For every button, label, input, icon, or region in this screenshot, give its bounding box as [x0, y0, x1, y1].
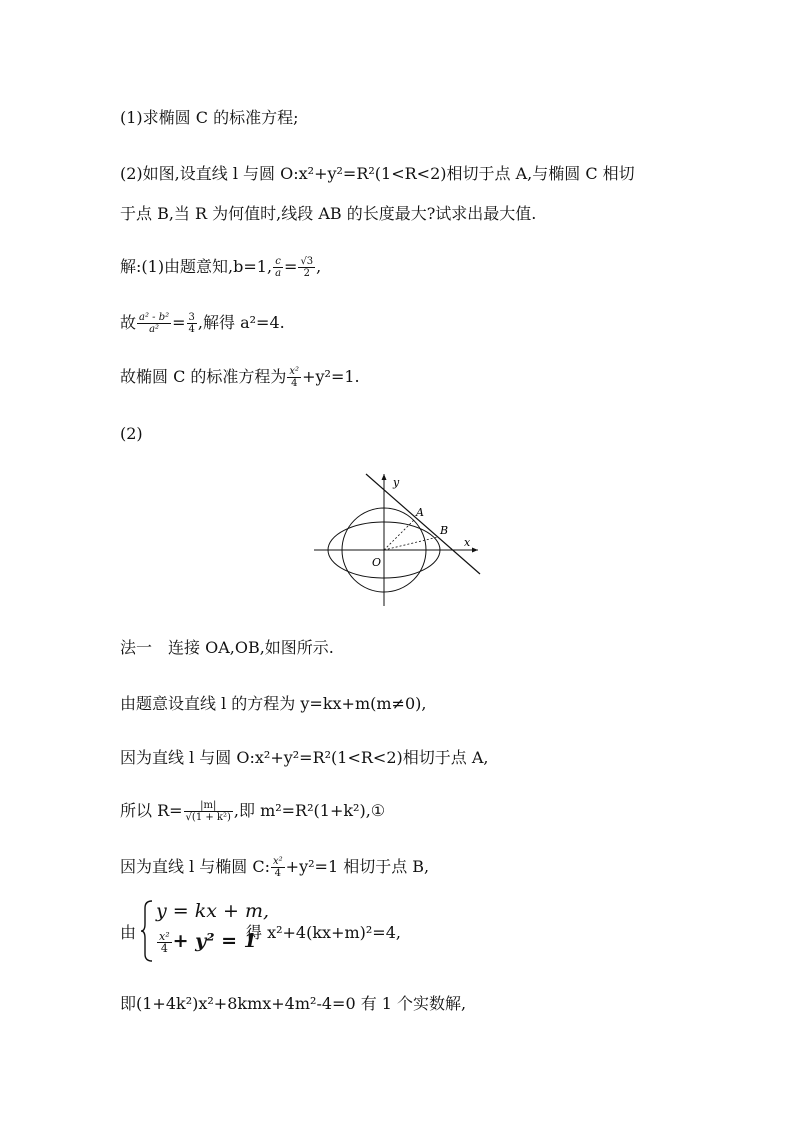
system-equation-2: $\frac{\text{x²}}{4}$ + y² = 1 [159, 930, 257, 955]
fraction-c-over-a: $\frac{c}{a}$ [275, 256, 282, 279]
solution-line-3: 故椭圆 C 的标准方程为 $\frac{\text{x²}}{4}$ +y²=1. [120, 366, 360, 389]
system-result: 得 x²+4(kx+m)²=4, [246, 923, 401, 942]
y-axis-arrow [382, 474, 387, 480]
fraction-3-over-4: $\frac{3}{4}$ [188, 312, 195, 335]
equation-system [120, 898, 460, 962]
label-b: B [440, 524, 449, 537]
method-1-line-2: 由题意设直线 l 的方程为 y=kx+m(m≠0), [120, 694, 427, 713]
fraction-root3-over-2: $\frac{√3}{2}$ [300, 256, 314, 279]
method-1-line-1: 法一 连接 OA,OB,如图所示. [120, 638, 334, 657]
fraction-m-over-root: $\frac{|m|}{\text{√(1 + k²)}}$ [185, 800, 231, 823]
method-1-line-5: 因为直线 l 与椭圆 C: $\frac{\text{x²}}{4}$ +y²=1 相切于点 B, [120, 856, 430, 879]
left-brace [140, 900, 154, 962]
method-1-line-3: 因为直线 l 与圆 O:x²+y²=R²(1<R<2)相切于点 A, [120, 748, 489, 767]
solution-1-text: 解:(1)由题意知,b=1, [120, 257, 273, 276]
tangent-line-l [366, 474, 480, 574]
x-axis-arrow [472, 548, 478, 553]
fraction-x2-over-4-b: $\frac{\text{x²}}{4}$ [273, 856, 283, 879]
diagram-svg [300, 462, 500, 612]
solution-line-1: 解:(1)由题意知,b=1, $\frac{c}{a}$ = $\frac{√3}{2}$ , [120, 256, 322, 279]
question-1: (1)求椭圆 C 的标准方程; [120, 108, 299, 127]
segment-ob [384, 537, 438, 550]
fraction-a2b2-over-a2: $\frac{\text{a² - b²}}{\text{a²}}$ [139, 312, 170, 335]
label-o: O [372, 556, 382, 569]
fraction-x2-over-4: $\frac{\text{x²}}{4}$ [289, 366, 300, 389]
label-y: y [393, 476, 400, 489]
label-x: x [464, 536, 471, 549]
solution-part-2-label: (2) [120, 424, 143, 443]
system-equation-1: y = kx + m, [156, 900, 270, 922]
figure-ellipse-circle [300, 462, 500, 616]
segment-oa [384, 520, 414, 550]
solution-line-2: 故 $\frac{\text{a² - b²}}{\text{a²}}$ = $\frac{3}{4}$ ,解得 a²=4. [120, 312, 285, 335]
question-2-line-2: 于点 B,当 R 为何值时,线段 AB 的长度最大?试求出最大值. [120, 204, 537, 223]
label-a: A [416, 506, 424, 519]
method-1-line-4: 所以 R= $\frac{|m|}{\text{√(1 + k²)}}$ ,即 m²=R²(1+k²),① [120, 800, 386, 823]
method-1-line-7: 即(1+4k²)x²+8kmx+4m²-4=0 有 1 个实数解, [120, 994, 467, 1013]
system-lead: 由 [120, 923, 137, 942]
question-2-line-1: (2)如图,设直线 l 与圆 O:x²+y²=R²(1<R<2)相切于点 A,与椭圆 C 相切 [120, 164, 635, 183]
